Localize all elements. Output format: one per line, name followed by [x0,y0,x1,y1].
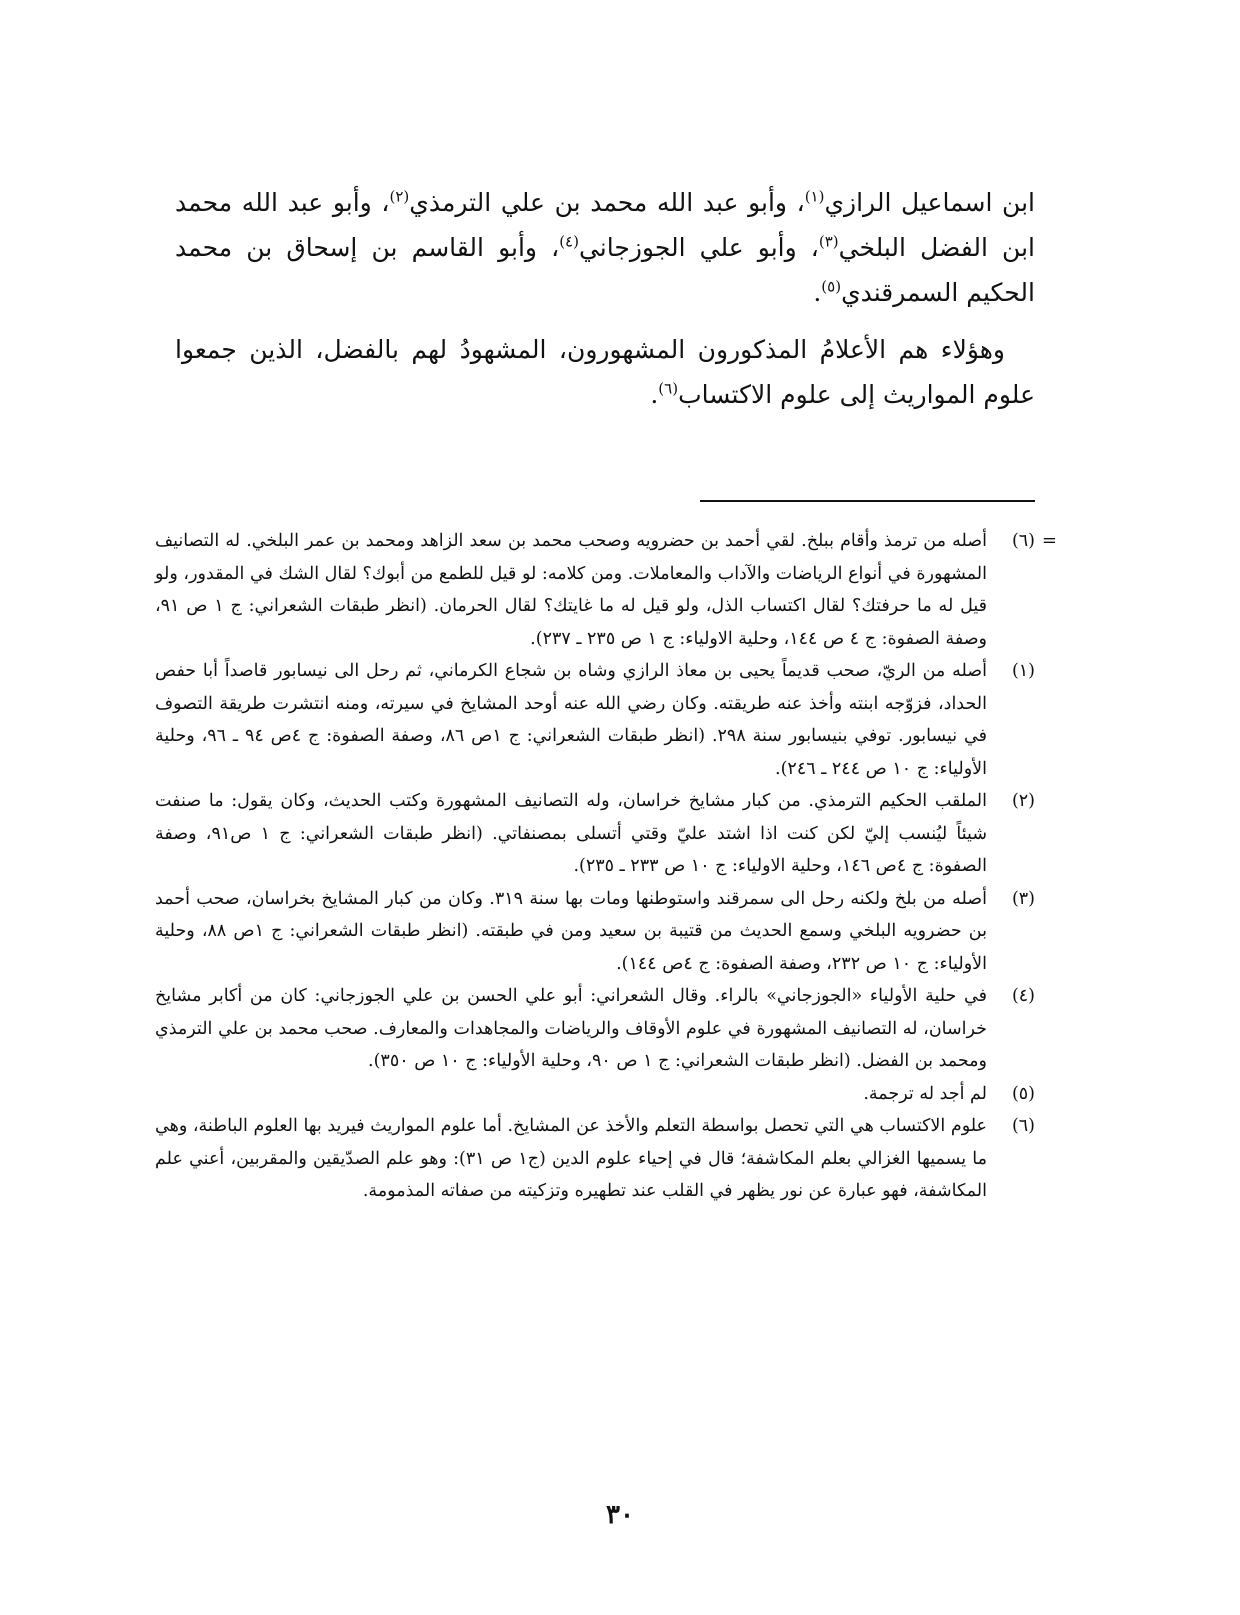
main-paragraph-2 [175,327,1035,417]
footnote-5 [155,1078,1035,1111]
main-text-segment: ، وأبو عبد الله محمد بن علي الترمذي [409,188,805,217]
continuation-mark: = [1041,530,1057,551]
footnote-4 [155,980,1035,1078]
footnote-1 [155,655,1035,785]
main-text-segment: وهؤلاء هم الأعلامُ المذكورون المشهورون، المشهودُ لهم بالفضل، الذين جمعوا علوم المواريث إلى علوم الاكتساب [175,335,1035,409]
main-text-segment: . [650,380,659,409]
footnote-text: أصله من بلخ ولكنه رحل الى سمرقند واستوطنها ومات بها سنة ٣١٩. وكان من كبار المشايخ بخراسان، صحب أحمد بن حضرويه البلخي وسمع الحديث من قتيبة بن سعيد ومن في طبقته. (انظر طبقات الشعراني: ج ١ص ٨٨، وحلية الأولياء: ج ١٠ ص ٢٣٢، وصفة الصفوة: ج ٤ص ١٤٤). [155,888,988,974]
main-text [175,180,1035,417]
footnote-ref-1: (١) [804,187,825,206]
footnote-6 [155,1110,1035,1208]
footnote-text: في حلية الأولياء «الجوزجاني» بالراء. وقال الشعراني: أبو علي الحسن بن علي الجوزجاني: كان من أكابر مشايخ خراسان، له التصانيف المشهورة في علوم الأوقاف والرياضات والمجاهدات والمعارف. صحب محمد بن علي الترمذي ومحمد بن الفضل. (انظر طبقات الشعراني: ج ١ ص ٩٠، وحلية الأولياء: ج ١٠ ص ٣٥٠). [155,986,987,1071]
main-text-segment: ، وأبو القاسم بن إسحاق بن محمد الحكيم السمرقندي [175,233,1035,307]
footnote-ref-5: (٥) [821,277,842,296]
footnote-number: (٥) [1011,1083,1035,1104]
footnote-ref-6: (٦) [658,379,679,398]
footnote-3 [155,883,1035,981]
footnote-text: أصله من الريّ، صحب قديماً يحيى بن معاذ الرازي وشاه بن شجاع الكرماني، ثم رحل الى نيسابور قاصداً أبا حفص الحداد، فزوّجه ابنته وأخذ عنه طريقته. وكان رضي الله عنه أوحد المشايخ في سيرته، ومنه انتشرت طريقة التصوف في نيسابور. توفي بنيسابور سنة ٢٩٨. (انظر طبقات الشعراني: ج ١ص ٨٦، وصفة الصفوة: ج ٤ص ٩٤ ـ ٩٦، وحلية الأولياء: ج ١٠ ص ٢٤٤ ـ ٢٤٦). [155,661,987,779]
footnote-number: (٤) [1011,986,1035,1006]
page-number: ٣٠ [606,1500,634,1530]
main-text-segment: ، وأبو علي الجوزجاني [578,233,819,262]
main-paragraph-1 [175,180,1035,315]
footnote-text: علوم الاكتساب هي التي تحصل بواسطة التعلم والأخذ عن المشايخ. أما علوم المواريث فيريد بها العلوم الباطنة، وهي ما يسميها الغزالي بعلم المكاشفة؛ قال في إحياء علوم الدين (ج١ ص ٣١): وهو علم الصدّيقين والمقربين، أعني علم المكاشفة، فهو عبارة عن نور يظهر في القلب عند تطهيره وتزكيته من صفاته المذمومة. [155,1116,988,1201]
footnote-number: (٣) [1011,888,1035,909]
main-text-segment: ابن اسماعيل الرازي [824,188,1035,217]
footnote-number: (٢) [1011,791,1035,811]
main-text-segment: . [813,278,822,307]
main-text-segment: ، وأبو عبد الله محمد ابن الفضل البلخي [175,188,1035,262]
footnote-ref-3: (٣) [818,232,839,251]
footnote-number: (٦) [1011,531,1035,551]
footnote-ref-4: (٤) [559,232,579,251]
footnote-text: أصله من ترمذ وأقام ببلخ. لقي أحمد بن حضرويه وصحب محمد بن سعد الزاهد ومحمد بن عمر البلخي. له التصانيف المشهورة في أنواع الرياضات والآداب والمعاملات. ومن كلامه: لو قيل للطمع من أبوك؟ لقال الشك في المقدور، ولو قيل له ما حرفتك؟ لقال اكتساب الذل، ولو قيل له ما غايتك؟ لقال الحرمان. (انظر طبقات الشعراني: ج ١ ص ٩١، وصفة الصفوة: ج ٤ ص ١٤٤، وحلية الاولياء: ج ١ ص ٢٣٥ ـ ٢٣٧). [155,531,987,649]
footnote-text: الملقب الحكيم الترمذي. من كبار مشايخ خراسان، وله التصانيف المشهورة وكتب الحديث، وكان يقول: ما صنفت شيئاً ليُنسب إليّ لكن كنت اذا اشتد عليّ وقتي أتسلى بمصنفاتي. (انظر طبقات الشعراني: ج ١ ص٩١، وصفة الصفوة: ج ٤ص ١٤٦، وحلية الاولياء: ج ١٠ ص ٢٣٣ ـ ٢٣٥). [155,791,987,876]
footnote-separator [700,500,1035,502]
footnote-continued [155,525,1057,655]
footnotes-section [155,525,1057,1208]
footnote-number: (٦) [1011,1116,1035,1136]
footnote-2 [155,785,1035,883]
footnote-ref-2: (٢) [389,187,410,206]
footnote-number: (١) [1011,661,1035,681]
footnote-text: لم أجد له ترجمة. [863,1083,987,1104]
